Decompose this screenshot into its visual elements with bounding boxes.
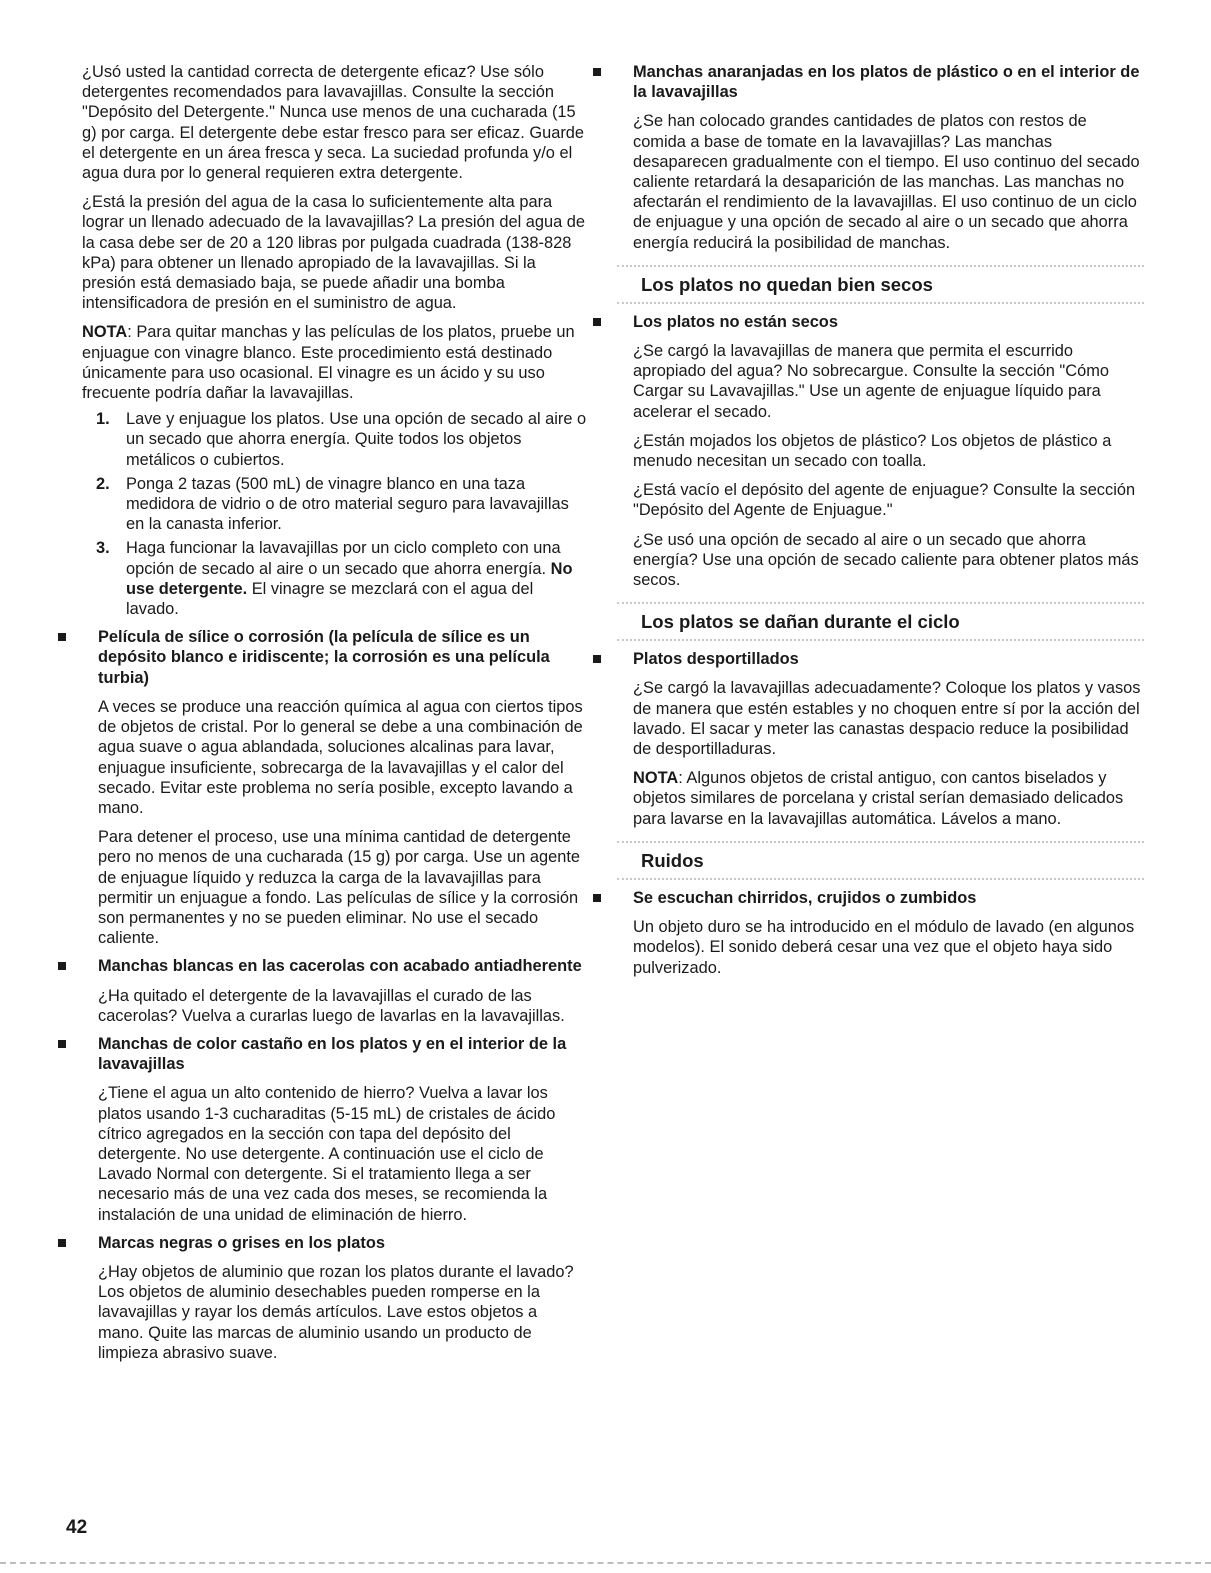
step-number: 1. bbox=[96, 410, 110, 429]
bullet-heading-text: Manchas de color castaño en los platos y en el interior de la lavavajillas bbox=[98, 1034, 567, 1074]
paragraph-noises: Un objeto duro se ha introducido en el módulo de lavado (en algunos modelos). El sonido deberá cesar una vez que el objeto haya sido pulverizado. bbox=[633, 918, 1135, 977]
bullet-square-icon bbox=[593, 894, 601, 902]
bullet-heading-brown-stains bbox=[82, 1034, 587, 1074]
bullet-square-icon bbox=[58, 633, 66, 641]
paragraph-loading: ¿Se cargó la lavavajillas de manera que permita el escurrido apropiado del agua? No sobrecargue. Consulte la sección "Cómo Cargar su Lavavajillas." Use un agente de enjuague líquido para acelerar el secado. bbox=[633, 342, 1109, 421]
paragraph-silica-fix: Para detener el proceso, use una mínima cantidad de detergente pero no menos de una cucharada (15 g) por carga. Use un agente de enjuague líquido y reduzca la carga de la lavavajillas para permitir un enjuague a fondo. Las películas de sílice y la corrosión son permanentes y no se pueden eliminar. No use el secado caliente. bbox=[98, 828, 581, 948]
bullet-heading-text: Platos desportillados bbox=[633, 650, 799, 669]
bullet-heading-not-dry bbox=[617, 312, 1144, 332]
paragraph-detergent: ¿Usó usted la cantidad correcta de detergente eficaz? Use sólo detergentes recomendados para lavavajillas. Consulte la sección "Depósito del Detergente." Nunca use menos de una cucharada (15 g) por carga. El detergente debe estar fresco para ser eficaz. Guarde el detergente en un área fresca y seca. La suciedad profunda y/o el agua dura por lo general requieren extra detergente. bbox=[82, 63, 585, 183]
step-item bbox=[82, 409, 587, 470]
section-heading-damaged: Los platos se dañan durante el ciclo bbox=[617, 602, 1144, 641]
bullet-square-icon bbox=[593, 318, 601, 326]
bullet-heading-text: Los platos no están secos bbox=[633, 312, 838, 331]
note-paragraph bbox=[82, 322, 587, 403]
bullet-heading-silica bbox=[82, 627, 587, 688]
bullet-heading-text: Manchas anaranjadas en los platos de plástico o en el interior de la lavavajillas bbox=[633, 63, 1140, 102]
bullet-heading-chipped bbox=[617, 649, 1144, 669]
note-text: : Algunos objetos de cristal antiguo, con cantos biselados y objetos similares de porcelana y cristal serían demasiado delicados para lavarse en la lavavajillas automática. Lávelos a mano. bbox=[633, 769, 1124, 828]
paragraph-dry-option: ¿Se usó una opción de secado al aire o un secado que ahorra energía? Use una opción de secado caliente para obtener platos más secos. bbox=[633, 530, 1139, 590]
bullet-square-icon bbox=[593, 68, 601, 76]
bullet-heading-text: Se escuchan chirridos, crujidos o zumbidos bbox=[633, 888, 977, 907]
paragraph-orange-stains: ¿Se han colocado grandes cantidades de platos con restos de comida a base de tomate en la lavavajillas? Las manchas desaparecen gradualmente con el tiempo. El uso continuo del secado caliente retardará la desaparición de las manchas. Las manchas no afectarán el rendimiento de la lavavajillas. El uso continuo de un ciclo de enjuague y una opción de secado al aire o un secado que ahorra energía reducirá la posibilidad de manchas. bbox=[633, 112, 1140, 252]
step-text: Ponga 2 tazas (500 mL) de vinagre blanco en una taza medidora de vidrio o de otro material seguro para lavavajillas en la canasta inferior. bbox=[126, 474, 569, 534]
note-label: NOTA bbox=[633, 769, 679, 788]
note-paragraph bbox=[617, 768, 1144, 829]
paragraph-water-pressure: ¿Está la presión del agua de la casa lo suficientemente alta para lograr un llenado adecuado de la lavavajillas? La presión del agua de la casa debe ser de 20 a 120 libras por pulgada cuadrada (138-828 kPa) para obtener un llenado apropiado de la lavavajillas. Si la presión está demasiado baja, se puede añadir una bomba intensificadora de presión en el suministro de agua. bbox=[82, 193, 586, 313]
section-heading-noises: Ruidos bbox=[617, 841, 1144, 880]
bullet-square-icon bbox=[58, 1239, 66, 1247]
bullet-heading-black-marks bbox=[82, 1233, 587, 1253]
step-text-end: El vinagre se mezclará con el agua del lavado. bbox=[126, 579, 534, 619]
step-number: 3. bbox=[96, 539, 110, 558]
right-column bbox=[617, 62, 1144, 978]
bullet-heading-orange-stains bbox=[617, 62, 1144, 102]
left-column bbox=[82, 62, 587, 1363]
paragraph-silica-cause: A veces se produce una reacción química al agua con ciertos tipos de objetos de cristal. Por lo general se debe a una combinación de agua suave o agua ablandada, soluciones alcalinas para lavar, enjuague insuficiente, sobrecarga de la lavavajillas y el calor del secado. Evitar este problema no sería posible, excepto lavando a mano. bbox=[98, 697, 583, 817]
note-text: : Para quitar manchas y las películas de los platos, pruebe un enjuague con vinagre blanco. Este procedimiento está destinado únicamente para uso ocasional. El vinagre es un ácido y su uso frecuente podría dañar la lavavajillas. bbox=[82, 323, 575, 403]
bullet-heading-text: Manchas blancas en las cacerolas con acabado antiadherente bbox=[98, 957, 582, 976]
paragraph-chipped: ¿Se cargó la lavavajillas adecuadamente? Coloque los platos y vasos de manera que estén estables y no choquen entre sí por la acción del lavado. El sacar y meter las canastas despacio reduce la posibilidad de desportilladuras. bbox=[633, 679, 1141, 759]
paragraph-black-marks: ¿Hay objetos de aluminio que rozan los platos durante el lavado? Los objetos de aluminio desechables pueden romperse en la lavavajillas y rayar los demás artículos. Lave estos objetos a mano. Quite las marcas de aluminio usando un producto de limpieza abrasivo suave. bbox=[98, 1262, 574, 1362]
footer-divider bbox=[0, 1562, 1211, 1564]
bullet-heading-text: Película de sílice o corrosión (la película de sílice es un depósito blanco e iridiscente; la corrosión es una película turbia) bbox=[98, 628, 550, 687]
step-text: Lave y enjuague los platos. Use una opción de secado al aire o un secado que ahorra energía. Quite todos los objetos metálicos o cubiertos. bbox=[126, 410, 587, 469]
vinegar-steps-list bbox=[82, 409, 587, 619]
paragraph-rinse-aid: ¿Está vacío el depósito del agente de enjuague? Consulte la sección "Depósito del Agente de Enjuague." bbox=[633, 481, 1136, 520]
paragraph-plastic: ¿Están mojados los objetos de plástico? Los objetos de plástico a menudo necesitan un secado con toalla. bbox=[633, 431, 1112, 471]
step-warning: No use detergente. bbox=[126, 559, 573, 598]
bullet-heading-text: Marcas negras o grises en los platos bbox=[98, 1233, 385, 1252]
paragraph-brown-stains: ¿Tiene el agua un alto contenido de hierro? Vuelva a lavar los platos usando 1-3 cucharaditas (5-15 mL) de cristales de ácido cítrico agregados en la sección con tapa del depósito del detergente. No use detergente. A continuación use el ciclo de Lavado Normal con detergente. Si el tratamiento llega a ser necesario más de una vez cada dos meses, se recomienda la instalación de una unidad de eliminación de hierro. bbox=[98, 1084, 556, 1224]
bullet-square-icon bbox=[58, 1040, 66, 1048]
note-label: NOTA bbox=[82, 323, 128, 342]
section-heading-not-dry: Los platos no quedan bien secos bbox=[617, 265, 1144, 304]
bullet-square-icon bbox=[593, 655, 601, 663]
bullet-square-icon bbox=[58, 962, 66, 970]
step-number: 2. bbox=[96, 474, 110, 493]
step-item bbox=[82, 538, 587, 619]
paragraph-white-spots: ¿Ha quitado el detergente de la lavavajillas el curado de las cacerolas? Vuelva a curarlas luego de lavarlas en la lavavajillas. bbox=[98, 986, 565, 1025]
step-text: Haga funcionar la lavavajillas por un ciclo completo con una opción de secado al aire o un secado que ahorra energía. bbox=[126, 539, 561, 578]
step-item bbox=[82, 474, 587, 535]
page-number: 42 bbox=[66, 1517, 88, 1538]
bullet-heading-white-spots bbox=[82, 956, 587, 976]
bullet-heading-noises bbox=[617, 888, 1144, 908]
